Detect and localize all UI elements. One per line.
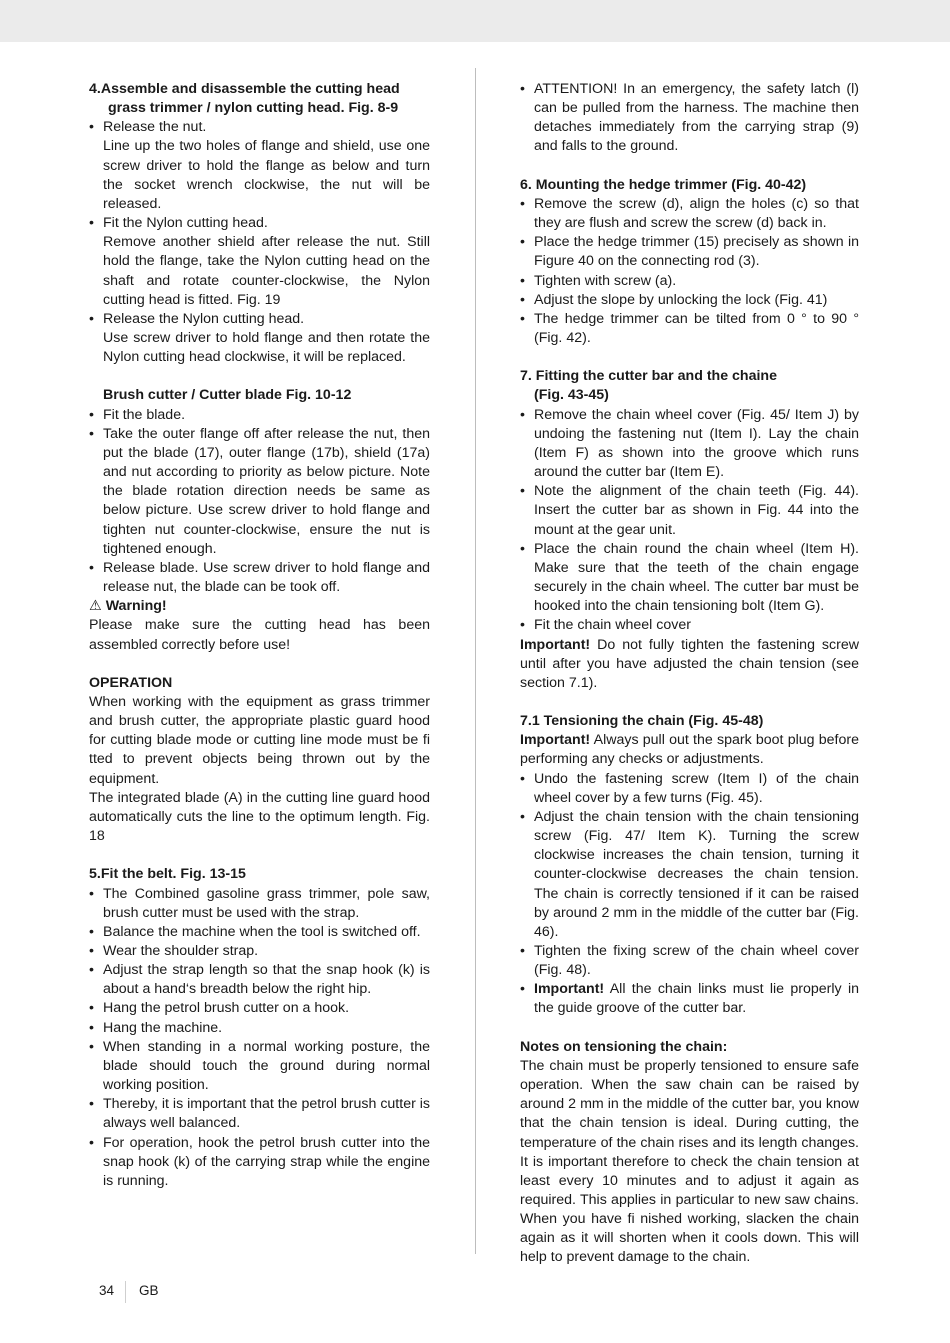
list-item: • The Combined gasoline grass trimmer, pole saw, brush cutter must be used with the strap.: [89, 885, 430, 923]
list-item: • Adjust the strap length so that the snap hook (k) is about a hand‘s breadth below the right hip.: [89, 961, 430, 999]
important-note: Important! Always pull out the spark boot plug before performing any checks or adjustments.: [520, 732, 859, 768]
section-6-title: 6. Mounting the hedge trimmer (Fig. 40-42): [520, 176, 807, 193]
list-item: • Fit the chain wheel cover: [520, 616, 859, 635]
list-item: • Place the chain round the chain wheel (Item H). Make sure that the teeth of the chain engage securely in the chain wheel. The cutter bar must be hooked into the chain tensioning bolt (Item G).: [520, 540, 859, 617]
list-item: • Fit the Nylon cutting head.: [89, 214, 430, 233]
section-4-title: 4.Assemble and disassemble the cutting head grass trimmer / nylon cutting head. Fig. 8-9: [89, 81, 400, 117]
paragraph: Remove another shield after release the nut. Still hold the flange, take the Nylon cutting head on the shaft and rotate counter-clockwise, the Nylon cutting head is fitted. Fig. 19: [103, 234, 430, 308]
list-item: • The hedge trimmer can be tilted from 0 ° to 90 ° (Fig. 42).: [520, 310, 859, 348]
list-item: • Take the outer flange off after release the nut, then put the blade (17), outer flange (17b), shield (17a) and nut according to priority as below picture. Note the blade rotation direction needs be same as below picture. Use screw driver to hold flange and tighten nut counter-clockwise, ensure the nut is tightened enough.: [89, 425, 430, 559]
list-item: • ATTENTION! In an emergency, the safety latch (l) can be pulled from the harness. The machine then detaches immediately from the carrying strap (9) and falls to the ground.: [520, 80, 859, 157]
footer-separator: [125, 1281, 126, 1303]
top-bar: [0, 0, 950, 42]
paragraph: Line up the two holes of flange and shield, use one screw driver to hold the flange as below and turn the socket wrench clockwise, the nut will be released.: [103, 138, 430, 212]
list-item: • Tighten the fixing screw of the chain wheel cover (Fig. 48).: [520, 942, 859, 980]
list-item: • Place the hedge trimmer (15) precisely as shown in Figure 40 on the connecting rod (3).: [520, 233, 859, 271]
list-item: • Remove the chain wheel cover (Fig. 45/ Item J) by undoing the fastening nut (Item I). Lay the chain (Item F) as shown into the groove which runs around the cutter bar (Item E).: [520, 406, 859, 483]
list-item: • Remove the screw (d), align the holes (c) so that they are flush and screw the screw (d) back in.: [520, 195, 859, 233]
list-item: • Note the alignment of the chain teeth (Fig. 44). Insert the cutter bar as shown in Fig. 44 into the mount at the gear unit.: [520, 482, 859, 539]
column-divider: [475, 68, 476, 1254]
list-item: • Release the Nylon cutting head.: [89, 310, 430, 329]
page-number: 34: [99, 1283, 115, 1298]
important-note: Important! Do not fully tighten the fastening screw until after you have adjusted the chain tension (see section 7.1).: [520, 636, 859, 691]
right-column: [520, 80, 859, 1268]
language-code: GB: [139, 1283, 159, 1298]
warning-triangle-icon: ⚠: [89, 598, 102, 615]
operation-title: OPERATION: [89, 674, 173, 691]
paragraph: Use screw driver to hold flange and then rotate the Nylon cutting head clockwise, it will be replaced.: [103, 330, 430, 366]
list-item: • Hang the machine.: [89, 1019, 430, 1038]
list-item: • Important! All the chain links must lie properly in the guide groove of the cutter bar.: [520, 980, 859, 1018]
list-item: • Hang the petrol brush cutter on a hook.: [89, 999, 430, 1018]
list-item: • Release blade. Use screw driver to hold flange and release nut, the blade can be took off.: [89, 559, 430, 597]
brush-cutter-title: Brush cutter / Cutter blade Fig. 10-12: [103, 387, 352, 404]
section-5-title: 5.Fit the belt. Fig. 13-15: [89, 866, 246, 883]
warning-text: Please make sure the cutting head has been assembled correctly before use!: [89, 617, 430, 653]
paragraph: The chain must be properly tensioned to ensure safe operation. When the saw chain can be raised by around 2 mm in the middle of the cutter bar, you know that the chain tension is ideal. During cutting, the temperature of the chain rises and its length changes. It is important therefore to check the chain tension at least every 10 minutes and to adjust it again as required. This applies in particular to new saw chains. When you have fi nished working, slacken the chain again as it will shorten when it cools down. This will help to prevent damage to the chain.: [520, 1057, 859, 1266]
list-item: • Undo the fastening screw (Item I) of the chain wheel cover by a few turns (Fig. 45).: [520, 770, 859, 808]
paragraph: When working with the equipment as grass trimmer and brush cutter, the appropriate plastic guard hood for cutting blade mode or cutting line mode must be fi tted to prevent objects being thrown out by the equipment.: [89, 693, 430, 787]
list-item: • When standing in a normal working posture, the blade should touch the ground during normal working position.: [89, 1038, 430, 1095]
section-7-title: 7. Fitting the cutter bar and the chaine (Fig. 43-45): [520, 368, 777, 404]
list-item: • Fit the blade.: [89, 406, 430, 425]
list-item: • Tighten with screw (a).: [520, 272, 859, 291]
list-item: • Thereby, it is important that the petrol brush cutter is always well balanced.: [89, 1095, 430, 1133]
warning-heading: ⚠ Warning!: [89, 597, 430, 616]
list-item: • Adjust the chain tension with the chain tensioning screw (Fig. 47/ Item K). Turning the screw clockwise increases the chain tension, turning it counter-clockwise decreases the chain tension. The chain is correctly tensioned if it can be raised by around 2 mm in the middle of the cutter bar (Fig. 46).: [520, 808, 859, 942]
list-item: • Balance the machine when the tool is switched off.: [89, 923, 430, 942]
list-item: • Adjust the slope by unlocking the lock (Fig. 41): [520, 291, 859, 310]
section-7-1-title: 7.1 Tensioning the chain (Fig. 45-48): [520, 713, 764, 730]
left-column: [89, 80, 430, 1191]
notes-title: Notes on tensioning the chain:: [520, 1038, 728, 1055]
list-item: • For operation, hook the petrol brush cutter into the snap hook (k) of the carrying strap while the engine is running.: [89, 1134, 430, 1191]
list-item: • Release the nut.: [89, 118, 430, 137]
list-item: • Wear the shoulder strap.: [89, 942, 430, 961]
paragraph: The integrated blade (A) in the cutting line guard hood automatically cuts the line to the optimum length. Fig. 18: [89, 789, 430, 845]
